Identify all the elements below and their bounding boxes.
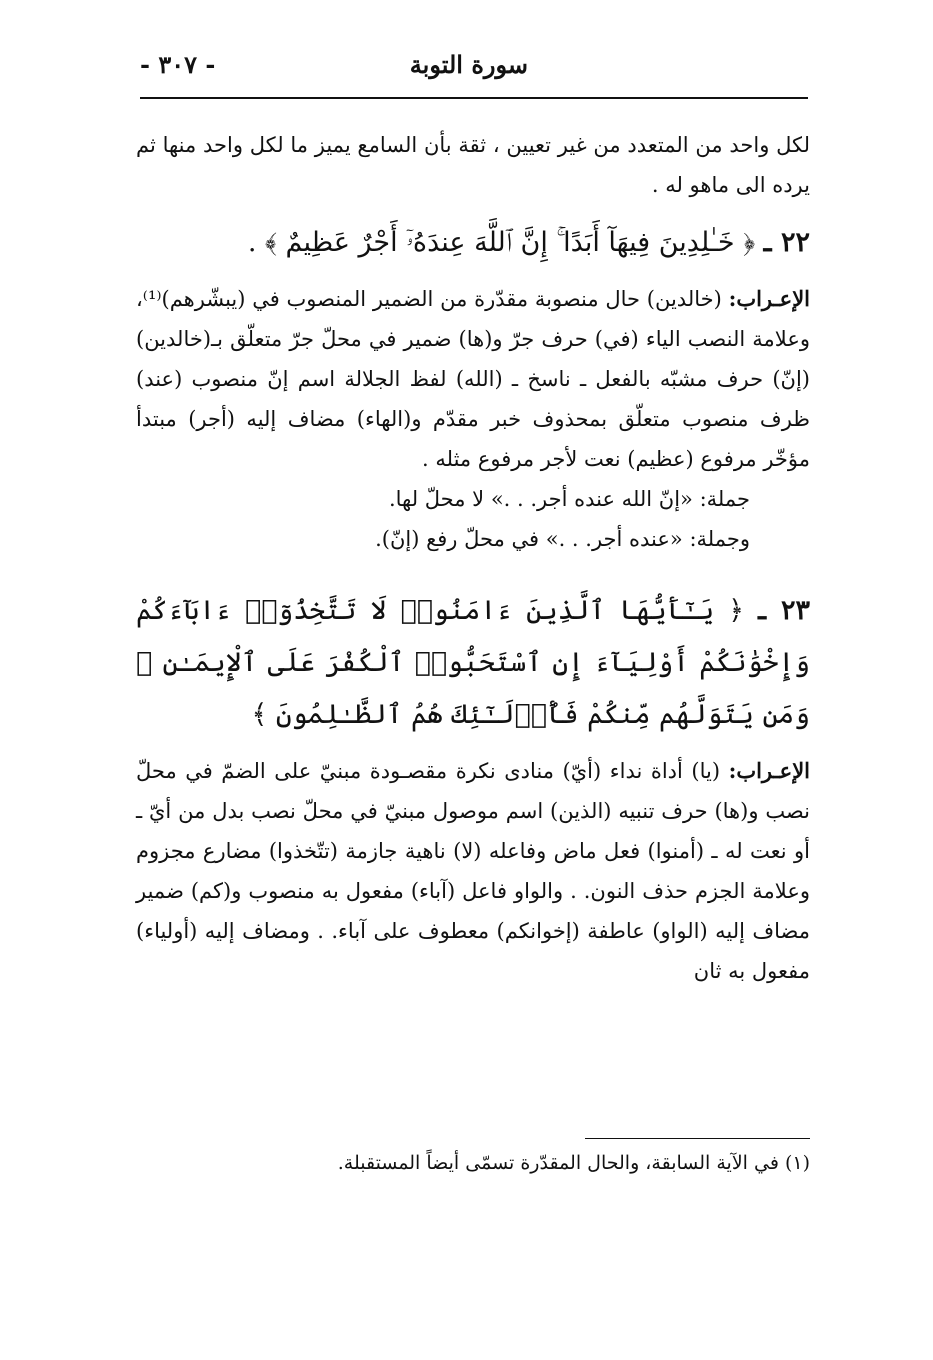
irab-label: الإعـراب: [728,286,810,311]
verse-22-text: ﴿ خَـٰلِدِينَ فِيهَآ أَبَدًا ۚ إِنَّ ٱللَّهَ عِندَهُۥٓ أَجْرٌ عَظِيمٌ ﴾ . [247,227,756,258]
spacer [136,559,810,573]
sentence-analysis-2: وجملة: «عنده أجر. . .» في محلّ رفع (إنّ). [375,527,750,551]
page-header [140,50,808,100]
header-rule [140,97,808,99]
irab-23-text: (يا) أداة نداء (أيّ) منادى نكرة مقصـودة مبنيّ على الضمّ في محلّ نصب و(ها) حرف تنبيه (الذين) اسم موصول مبنيّ في محلّ نصب بدل من أيّ ـ أو نعت له ـ (أمنوا) فعل ماض وفاعله (لا) ناهية جازمة (تتّخذوا) مضارع مجزوم وعلامة الجزم حذف النون. . والواو فاعل (آباء) مفعول به منصوب و(كم) ضمير مضاف إليه (الواو) عاطفة (إخوانكم) معطوف على آباء. . ومضاف إليه (أولياء) مفعول به ثان [136,759,810,983]
verse-23-number: ٢٣ ـ [758,595,810,626]
page-body [136,125,810,991]
irab-22 [136,279,810,479]
page-number: - ٣٠٧ - [140,50,216,79]
sentence-analysis-1: جملة: «إنّ الله عنده أجر. . .» لا محلّ لها. [388,487,750,511]
footnote-rule [585,1138,810,1139]
verse-23-text: ﴿ يَـٰٓأَيُّهَا ٱلَّذِينَ ءَامَنُوا۟ لَا تَتَّخِذُوٓا۟ ءَابَآءَكُمْ وَإِخْوَٰنَكُمْ أَوْلِيَآءَ إِنِ ٱسْتَحَبُّوا۟ ٱلْكُفْرَ عَلَى ٱلْإِيمَـٰنِ ۚ وَمَن يَتَوَلَّهُم مِّنكُمْ فَأُو۟لَـٰٓئِكَ هُمُ ٱلظَّـٰلِمُونَ ﴾ [136,595,810,730]
verse-22-number: ٢٢ ـ [763,227,810,258]
footnote: (١) في الآية السابقة، والحال المقدّرة تسمّى أيضاً المستقبلة. [337,1152,810,1174]
verse-22 [136,217,810,269]
surah-title: سورة التوبة [409,50,528,79]
irab-22-text: (خالدين) حال منصوبة مقدّرة من الضمير المنصوب في (يبشّرهم)⁽¹⁾، وعلامة النصب الياء (في) حرف جرّ و(ها) ضمير في محلّ جرّ متعلّق بـ(خالدين) (إنّ) حرف مشبّه بالفعل ـ ناسخ ـ (الله) لفظ الجلالة اسم إنّ منصوب (عند) ظرف منصوب متعلّق بمحذوف خبر مقدّم و(الهاء) مضاف إليه (أجر) مبتدأ مؤخّر مرفوع (عظيم) نعت لأجر مرفوع مثله . [136,287,810,471]
irab-label: الإعـراب: [728,758,810,783]
verse-23 [136,585,810,741]
irab-23 [136,751,810,991]
continuation-paragraph: لكل واحد من المتعدد من غير تعيين ، ثقة بأن السامع يميز ما لكل واحد منها ثم يرده الى ماهو له . [136,133,810,197]
